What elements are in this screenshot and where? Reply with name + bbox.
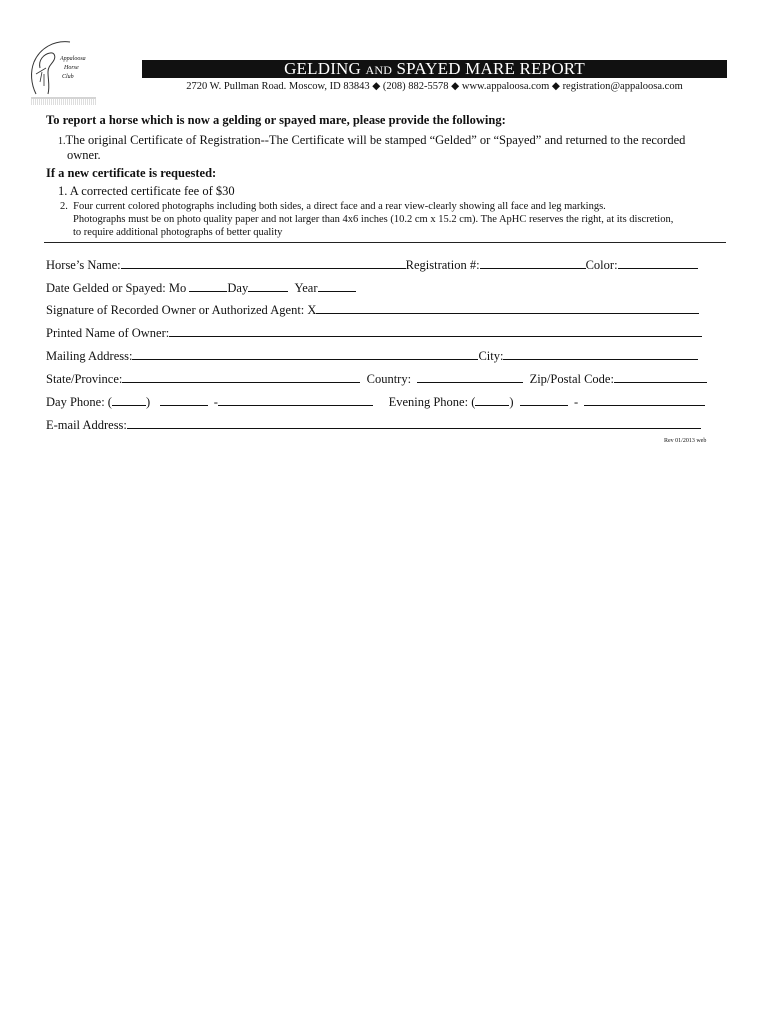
day-phone-prefix-field[interactable] [160,394,208,406]
registration-label: Registration #: [405,258,480,272]
day-phone-area-field[interactable] [112,394,146,406]
zip-field[interactable] [614,371,707,383]
phone-dash: - [574,395,579,409]
printed-name-label: Printed Name of Owner: [46,326,170,340]
title-part-1: GELDING [284,59,362,78]
day-phone-number-field[interactable] [218,394,373,406]
form-row-horse [46,257,698,273]
evening-phone-area-field[interactable] [475,394,509,406]
fee-item: 1. A corrected certificate fee of $30 [58,184,235,198]
zip-label: Zip/Postal Code: [529,372,614,386]
appaloosa-logo [26,38,98,110]
item-text: The original Certificate of Registration--The Certificate will be stamped “Gelded” or “Spayed” and returned to the recorded [65,133,686,147]
form-row-mailing [46,348,698,364]
city-field[interactable] [503,348,698,360]
state-province-label: State/Province: [46,372,123,386]
intro-heading: To report a horse which is now a gelding or spayed mare, please provide the following: [46,113,506,127]
evening-phone-prefix-field[interactable] [520,394,568,406]
item-text: Four current colored photographs including both sides, a direct face and a rear view-clearly showing all face and leg markings. [73,201,606,212]
logo-text-line: Appaloosa [60,56,86,62]
instruction-item-1 [58,133,685,149]
country-label: Country: [366,372,412,386]
date-gelded-label: Date Gelded or Spayed: Mo [46,281,187,295]
signature-label: Signature of Recorded Owner or Authorized Agent: X [46,303,317,317]
evening-phone-label: Evening Phone: ( [388,395,476,409]
form-row-signature [46,302,699,318]
item-number: 2. [60,201,68,212]
form-row-printed-name [46,325,702,341]
logo-text-line: Club [62,74,74,80]
paren-close: ) [145,395,151,409]
color-label: Color: [585,258,618,272]
new-certificate-heading: If a new certificate is requested: [46,166,217,180]
mailing-address-field[interactable] [132,348,478,360]
logo-text-line: Horse [64,65,79,71]
state-province-field[interactable] [122,371,360,383]
day-phone-label: Day Phone: ( [46,395,112,409]
year-field[interactable] [318,280,356,292]
form-row-date [46,280,356,296]
divider [44,242,726,243]
page-title [142,60,727,78]
signature-field[interactable] [316,302,699,314]
horse-name-label: Horse’s Name: [46,258,121,272]
day-field[interactable] [248,280,288,292]
email-label: E-mail Address: [46,418,127,432]
email-field[interactable] [127,417,701,429]
title-and: AND [365,63,393,77]
mailing-address-label: Mailing Address: [46,349,133,363]
photo-item [60,200,606,213]
photo-item-cont: to require additional photographs of better quality [73,227,283,238]
revision-note: Rev 01/2013 web [664,438,707,444]
title-part-2: SPAYED MARE REPORT [396,59,585,78]
item-number: 1. [58,136,66,147]
contact-address: 2720 W. Pullman Road. Moscow, ID 83843 ◆ (208) 882-5578 ◆ www.appaloosa.com ◆ registration@appaloosa.com [186,81,683,92]
form-row-email [46,417,701,433]
registration-field[interactable] [480,257,586,269]
photo-item-cont: Photographs must be on photo quality paper and not larger than 4x6 inches (10.2 cm x 15.2 cm). The ApHC reserves the right, at its discretion, [73,214,674,225]
city-label: City: [478,349,504,363]
year-label: Year [294,281,318,295]
evening-phone-number-field[interactable] [584,394,705,406]
paren-close: ) [509,395,514,409]
phone-dash: - [213,395,218,409]
month-field[interactable] [189,280,227,292]
form-row-phone [46,394,705,410]
country-field[interactable] [417,371,523,383]
color-field[interactable] [618,257,698,269]
instruction-item-1-cont: owner. [67,148,101,162]
printed-name-field[interactable] [169,325,702,337]
horse-name-field[interactable] [121,257,406,269]
form-row-state [46,371,707,387]
day-label: Day [227,281,249,295]
